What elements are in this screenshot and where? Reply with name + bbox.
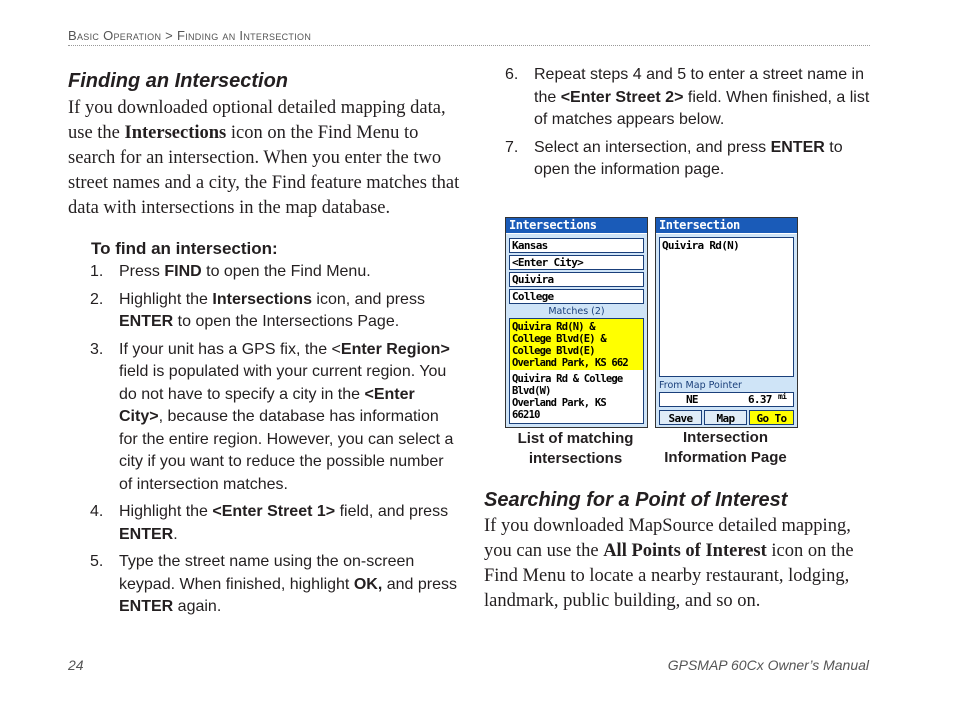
step-text: field, and press (335, 503, 449, 520)
caption-line: Intersection (682, 429, 769, 446)
section-heading-poi: Searching for a Point of Interest (484, 489, 788, 511)
step-3 (68, 339, 460, 497)
step-number: 3. (90, 340, 104, 358)
step-text: Highlight the (119, 503, 213, 520)
match-line: 66210 (512, 409, 540, 421)
step-5 (68, 551, 460, 619)
steps-list-right (484, 64, 874, 187)
step-text: to open the Find Menu. (201, 263, 371, 280)
distance-unit-icon: mi (778, 392, 787, 401)
steps-list-left (68, 261, 460, 624)
step-number: 6. (505, 66, 519, 83)
intro-text-b: icon on the Find Menu to search for an intersection. When you enter the two street names and a city, the Find feature matches that data with intersections in the map database. (68, 123, 460, 218)
intro-text-a: If you downloaded optional detailed mapping data, use the (68, 98, 446, 143)
step-bold: <Enter City> (119, 385, 415, 425)
step-text: . (173, 525, 178, 543)
step-text: , because the database has information for the entire region. However, you can select a city if you want to reduce the possible number of intersection matches. (119, 408, 454, 493)
step-text: field is populated with your current region. You do not have to specify a city in the (119, 363, 447, 403)
screen1-caption (498, 429, 653, 469)
intersection-info-screen (655, 217, 798, 428)
matches-list[interactable] (509, 318, 644, 424)
step-text: Repeat steps 4 and 5 to enter a street name in the (534, 66, 864, 106)
screen2-caption (648, 428, 803, 468)
step-4 (68, 501, 460, 546)
step-text: icon, and press (311, 290, 425, 308)
intro-bold: Intersections (124, 123, 227, 143)
step-bold: ENTER (119, 598, 174, 615)
caption-line: intersections (528, 450, 623, 467)
screen-title-bar: Intersections (506, 218, 647, 233)
step-number: 5. (90, 553, 104, 570)
intersection-name: Quivira Rd(N) (659, 237, 794, 377)
intro-paragraph (68, 96, 460, 221)
header-rule (68, 45, 870, 46)
go-to-button[interactable]: Go To (749, 410, 794, 425)
matches-label: Matches (2) (548, 306, 605, 317)
match-line: Blvd(W) (512, 385, 551, 397)
city-field[interactable]: <Enter City> (509, 255, 644, 270)
poi-bold: All Points of Interest (603, 541, 767, 561)
screen-title-bar: Intersection (656, 218, 797, 233)
step-number: 4. (90, 503, 104, 520)
step-bold: Enter Region> (340, 340, 450, 358)
step-number: 2. (90, 290, 104, 308)
match-line: Overland Park, KS 662 (512, 357, 628, 369)
intersections-screen (505, 217, 648, 428)
section-heading-intersection: Finding an Intersection (68, 70, 289, 92)
step-number: 7. (505, 138, 519, 156)
match-item-selected[interactable] (510, 319, 643, 370)
step-text: Type the street name using the on-screen keypad. When finished, highlight (119, 553, 415, 593)
match-item[interactable] (510, 370, 643, 421)
step-text: Select an intersection, and press (534, 138, 771, 156)
caption-line: Information Page (664, 449, 787, 466)
step-7 (484, 137, 874, 182)
step-number: 1. (90, 263, 104, 280)
bearing-distance-field (659, 392, 794, 407)
step-bold: FIND (164, 263, 202, 280)
step-bold: ENTER (119, 313, 174, 330)
street1-field[interactable]: Quivira (509, 272, 644, 287)
step-1 (68, 261, 460, 284)
step-text: Highlight the (119, 290, 213, 308)
step-bold: Intersections (212, 290, 312, 308)
poi-text-a: If you downloaded MapSource detailed mapping, you can use the (484, 516, 851, 561)
screen-body (506, 234, 647, 427)
poi-paragraph (484, 514, 854, 614)
map-button[interactable]: Map (704, 410, 747, 425)
step-bold: ENTER (770, 138, 825, 156)
step-text: field. When finished, a list of matches appears below. (534, 88, 870, 128)
step-text: Press (119, 263, 165, 280)
step-bold: <Enter Street 2> (560, 88, 684, 106)
step-text: and press (382, 575, 457, 593)
steps-title: To find an intersection: (91, 239, 278, 258)
caption-line: List of matching (517, 430, 634, 447)
step-6 (484, 64, 874, 132)
direction-value: NE (686, 393, 698, 406)
match-line: Quivira Rd(N) & (512, 321, 595, 333)
match-line: Overland Park, KS (512, 397, 606, 409)
step-text: again. (173, 598, 222, 615)
step-text: to open the information page. (534, 138, 843, 178)
save-button[interactable]: Save (659, 410, 702, 425)
region-field[interactable]: Kansas (509, 238, 644, 253)
step-bold: OK, (353, 575, 383, 593)
match-line: College Blvd(E) (512, 345, 595, 357)
step-text: If your unit has a GPS fix, the < (119, 340, 341, 358)
distance-value: 6.37 (748, 393, 772, 406)
screen-body (656, 234, 797, 427)
poi-text-b: icon on the Find Menu to locate a nearby restaurant, lodging, landmark, public building, and so on. (484, 541, 854, 611)
step-bold: ENTER (119, 525, 174, 543)
match-line: College Blvd(E) & (512, 333, 606, 345)
manual-title: GPSMAP 60Cx Owner’s Manual (667, 657, 869, 673)
match-line: Quivira Rd & College (512, 373, 623, 385)
step-2 (68, 289, 460, 334)
street2-field[interactable]: College (509, 289, 644, 304)
from-pointer-label: From Map Pointer (659, 380, 742, 391)
step-text: to open the Intersections Page. (173, 313, 400, 330)
breadcrumb: Basic Operation > Finding an Intersection (68, 28, 312, 43)
page-number: 24 (68, 657, 84, 673)
step-bold: <Enter Street 1> (212, 503, 336, 520)
